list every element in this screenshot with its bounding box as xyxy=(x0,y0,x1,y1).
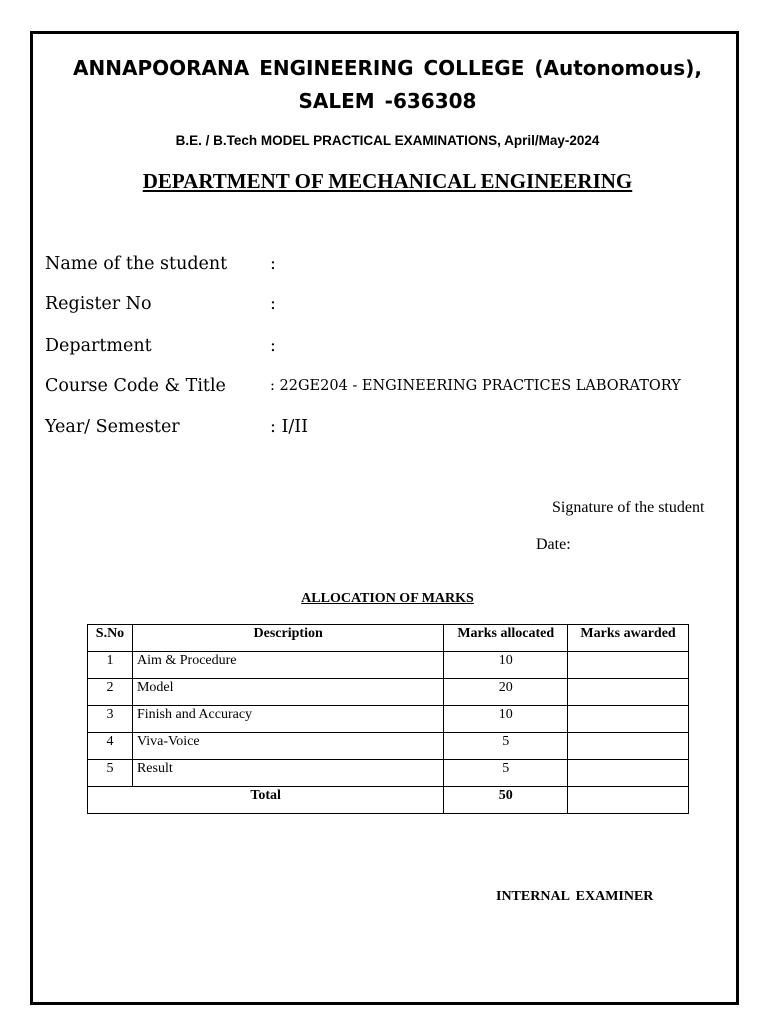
field-value-year-semester: : I/II xyxy=(270,417,309,437)
field-value-department: : xyxy=(270,336,276,356)
row-description: Viva-Voice xyxy=(132,733,443,760)
row-marks-allocated: 5 xyxy=(444,733,568,760)
field-label-department: Department xyxy=(45,336,152,356)
allocation-title: ALLOCATION OF MARKS xyxy=(301,591,474,606)
field-value-student-name: : xyxy=(270,254,276,274)
row-marks-allocated: 10 xyxy=(444,706,568,733)
college-name-line2: SALEM -636308 xyxy=(298,89,477,113)
total-awarded[interactable] xyxy=(568,787,689,814)
field-label-student-name: Name of the student xyxy=(45,254,228,274)
department-title: DEPARTMENT OF MECHANICAL ENGINEERING xyxy=(142,169,633,193)
student-signature-label: Signature of the student xyxy=(552,499,705,516)
row-marks-allocated: 10 xyxy=(444,652,568,679)
table-row xyxy=(88,652,689,679)
date-label: Date: xyxy=(536,536,571,553)
header-marks-allocated: Marks allocated xyxy=(444,625,568,652)
row-description: Aim & Procedure xyxy=(132,652,443,679)
field-value-register-no: : xyxy=(270,294,276,314)
row-description: Model xyxy=(132,679,443,706)
header-description: Description xyxy=(132,625,443,652)
header-marks-awarded: Marks awarded xyxy=(568,625,689,652)
row-marks-awarded[interactable] xyxy=(568,652,689,679)
row-description: Result xyxy=(132,760,443,787)
total-row xyxy=(88,787,689,814)
total-value: 50 xyxy=(444,787,568,814)
row-sno: 4 xyxy=(88,733,133,760)
total-label: Total xyxy=(88,787,444,814)
row-marks-awarded[interactable] xyxy=(568,679,689,706)
internal-examiner-label: INTERNAL EXAMINER xyxy=(496,889,654,904)
table-row xyxy=(88,733,689,760)
field-label-register-no: Register No xyxy=(45,294,152,314)
row-marks-allocated: 20 xyxy=(444,679,568,706)
row-sno: 1 xyxy=(88,652,133,679)
row-marks-awarded[interactable] xyxy=(568,733,689,760)
table-row xyxy=(88,679,689,706)
row-marks-allocated: 5 xyxy=(444,760,568,787)
field-label-year-semester: Year/ Semester xyxy=(45,417,180,437)
field-value-course: : 22GE204 - ENGINEERING PRACTICES LABORATORY xyxy=(270,378,681,394)
row-sno: 2 xyxy=(88,679,133,706)
table-row xyxy=(88,760,689,787)
row-description: Finish and Accuracy xyxy=(132,706,443,733)
row-sno: 5 xyxy=(88,760,133,787)
row-sno: 3 xyxy=(88,706,133,733)
college-name-line1: ANNAPOORANA ENGINEERING COLLEGE (Autonomous), xyxy=(73,56,702,80)
exam-title: B.E. / B.Tech MODEL PRACTICAL EXAMINATIONS, April/May-2024 xyxy=(175,133,600,148)
page-border xyxy=(30,31,739,1005)
row-marks-awarded[interactable] xyxy=(568,706,689,733)
header-sno: S.No xyxy=(88,625,133,652)
table-row xyxy=(88,706,689,733)
marks-table xyxy=(87,624,689,814)
field-label-course: Course Code & Title xyxy=(45,376,226,396)
table-header-row xyxy=(88,625,689,652)
row-marks-awarded[interactable] xyxy=(568,760,689,787)
